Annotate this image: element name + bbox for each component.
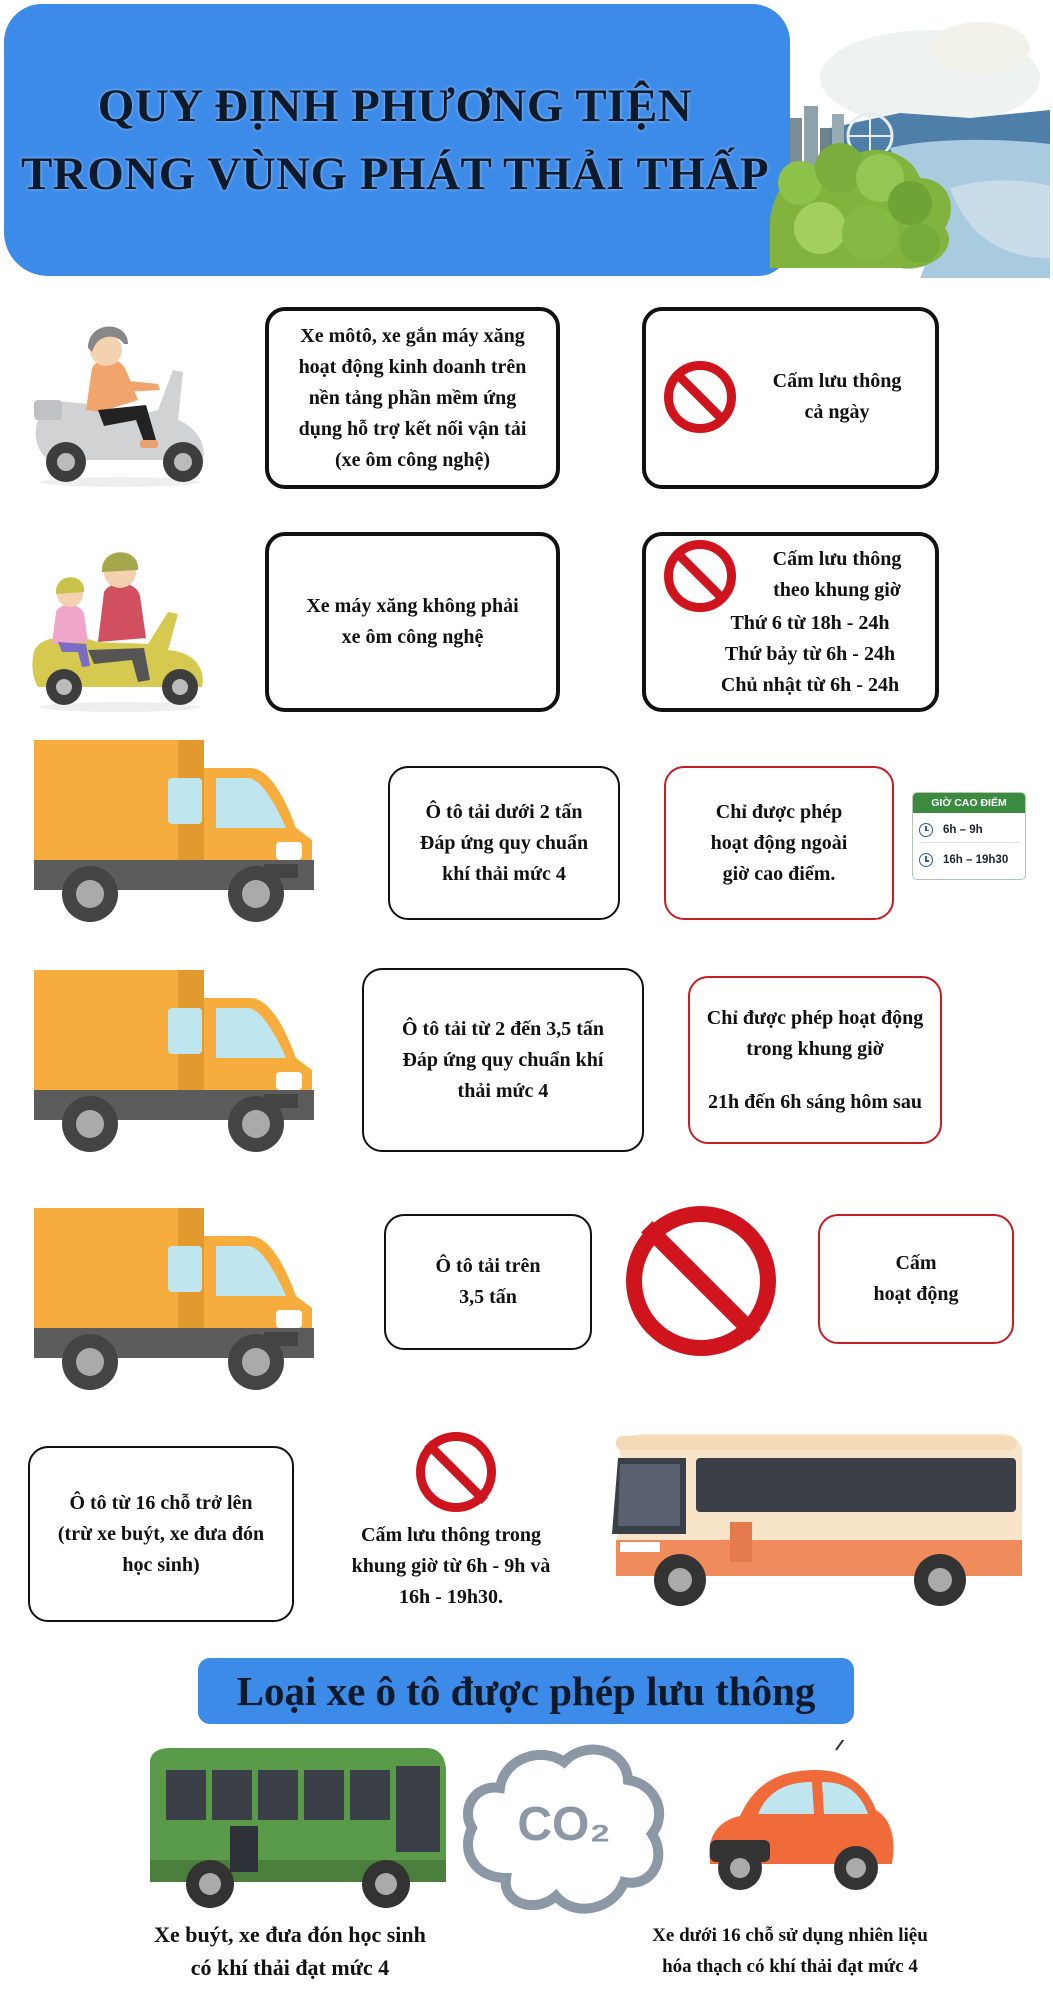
rule-text-line: Cấm lưu thông trong — [361, 1524, 541, 1546]
caption-line: hóa thạch có khí thải đạt mức 4 — [662, 1956, 918, 1977]
page-title — [0, 72, 790, 208]
co2-label: CO₂ — [517, 1798, 611, 1851]
peak-slot-text: 6h – 9h — [943, 823, 983, 836]
rule-text-line: cả ngày — [804, 401, 870, 423]
vehicle-text-line: (xe ôm công nghệ) — [335, 448, 490, 471]
vehicle-text-line: dụng hỗ trợ kết nối vận tải — [298, 417, 527, 440]
vehicle-text-line: Ô tô tải từ 2 đến 3,5 tấn — [401, 1017, 604, 1040]
vehicle-box-truck-under-2t — [388, 766, 620, 920]
vehicle-box-regular-motorbike — [265, 532, 560, 712]
weekly-schedule — [690, 608, 930, 701]
spacer — [707, 1065, 923, 1087]
prohibition-icon — [664, 540, 736, 612]
schedule-line: Thứ bảy từ 6h - 24h — [724, 643, 896, 665]
clock-icon — [919, 823, 933, 837]
heavy-truck-illustration — [28, 1204, 350, 1404]
co2-cloud-icon — [456, 1728, 674, 1924]
coach-bus-illustration — [600, 1430, 1026, 1620]
vehicle-text-line: Ô tô tải trên — [435, 1255, 541, 1277]
vehicle-text-line: thải mức 4 — [457, 1079, 549, 1102]
rule-text — [752, 366, 922, 428]
vehicle-text-line: (trừ xe buýt, xe đưa đón — [57, 1522, 265, 1545]
vehicle-text-line: Ô tô tải dưới 2 tấn — [425, 800, 583, 823]
rule-box-night-only — [688, 976, 942, 1144]
rule-text-line: trong khung giờ — [746, 1037, 884, 1060]
medium-truck-illustration — [28, 966, 350, 1166]
caption-line: có khí thải đạt mức 4 — [190, 1955, 390, 1980]
vehicle-text-line: học sinh) — [122, 1553, 200, 1576]
rule-text — [752, 544, 922, 606]
city-landscape-illustration — [770, 18, 1050, 278]
rule-text-line: khung giờ từ 6h - 9h và — [351, 1555, 551, 1577]
prohibition-icon-large — [626, 1206, 776, 1356]
rule-text-line: hoạt động ngoài — [710, 831, 848, 854]
vehicle-text-line: nền tảng phần mềm ứng — [308, 386, 517, 409]
peak-slot-evening — [919, 847, 1019, 873]
vehicle-text-line: Đáp ứng quy chuẩn — [419, 831, 589, 854]
title-line-2: TRONG VÙNG PHÁT THẢI THẤP — [20, 148, 770, 200]
rule-box-total-ban — [818, 1214, 1014, 1344]
peak-hours-title: GIỜ CAO ĐIỂM — [913, 793, 1025, 813]
rule-text-line: Cấm lưu thông — [772, 548, 902, 570]
prohibition-icon — [416, 1432, 496, 1512]
peak-hours-card — [912, 792, 1026, 880]
rule-text-peak-ban — [320, 1520, 582, 1613]
vehicle-box-truck-2-to-3-5t — [362, 968, 644, 1152]
rule-text-line: Cấm — [895, 1252, 937, 1274]
vehicle-text-line: 3,5 tấn — [459, 1286, 517, 1308]
allowed-car-caption — [600, 1920, 980, 1982]
title-line-1: QUY ĐỊNH PHƯƠNG TIỆN — [97, 80, 693, 132]
vehicle-text-line: Xe máy xăng không phải — [306, 595, 519, 617]
allowed-vehicles-banner: Loại xe ô tô được phép lưu thông — [198, 1658, 854, 1724]
rule-text-line: 21h đến 6h sáng hôm sau — [708, 1090, 922, 1113]
clock-icon — [919, 853, 933, 867]
light-truck-illustration — [28, 736, 350, 936]
vehicle-box-truck-over-3-5t — [384, 1214, 592, 1350]
tech-motorbike-rider-illustration — [28, 300, 212, 488]
schedule-line: Chủ nhật từ 6h - 24h — [720, 674, 900, 696]
prohibition-icon — [664, 361, 736, 433]
rule-text-line: giờ cao điểm. — [722, 862, 836, 885]
green-city-bus-illustration — [140, 1744, 452, 1910]
rule-text-line: 16h - 19h30. — [399, 1586, 503, 1608]
vehicle-text-line: hoạt động kinh doanh trên — [298, 355, 527, 378]
rule-text-line: hoạt động — [873, 1283, 959, 1305]
vehicle-text-line: Đáp ứng quy chuẩn khí — [402, 1048, 604, 1071]
rule-text-line: Chỉ được phép hoạt động — [706, 1006, 924, 1029]
rule-text-line: theo khung giờ — [773, 579, 901, 601]
motorbike-riders-illustration — [28, 532, 212, 712]
rule-text-line: Chỉ được phép — [715, 800, 843, 823]
vehicle-text-line: khí thải mức 4 — [442, 862, 566, 885]
peak-slot-text: 16h – 19h30 — [943, 854, 1009, 866]
rule-text-line: Cấm lưu thông — [772, 370, 902, 392]
peak-slot-morning — [919, 817, 1019, 843]
rule-box-off-peak-only — [664, 766, 894, 920]
allowed-bus-caption — [100, 1918, 480, 1984]
vehicle-text-line: Ô tô từ 16 chỗ trở lên — [69, 1491, 253, 1514]
vehicle-text-line: xe ôm công nghệ — [341, 626, 484, 648]
caption-line: Xe buýt, xe đưa đón học sinh — [154, 1922, 426, 1947]
vehicle-text-line: Xe môtô, xe gắn máy xăng — [300, 324, 525, 347]
schedule-line: Thứ 6 từ 18h - 24h — [730, 612, 890, 634]
caption-line: Xe dưới 16 chỗ sử dụng nhiên liệu — [652, 1925, 928, 1946]
vehicle-box-tech-motorbike — [265, 307, 560, 489]
small-car-illustration — [696, 1740, 900, 1906]
vehicle-box-16-plus-seats — [28, 1446, 294, 1622]
